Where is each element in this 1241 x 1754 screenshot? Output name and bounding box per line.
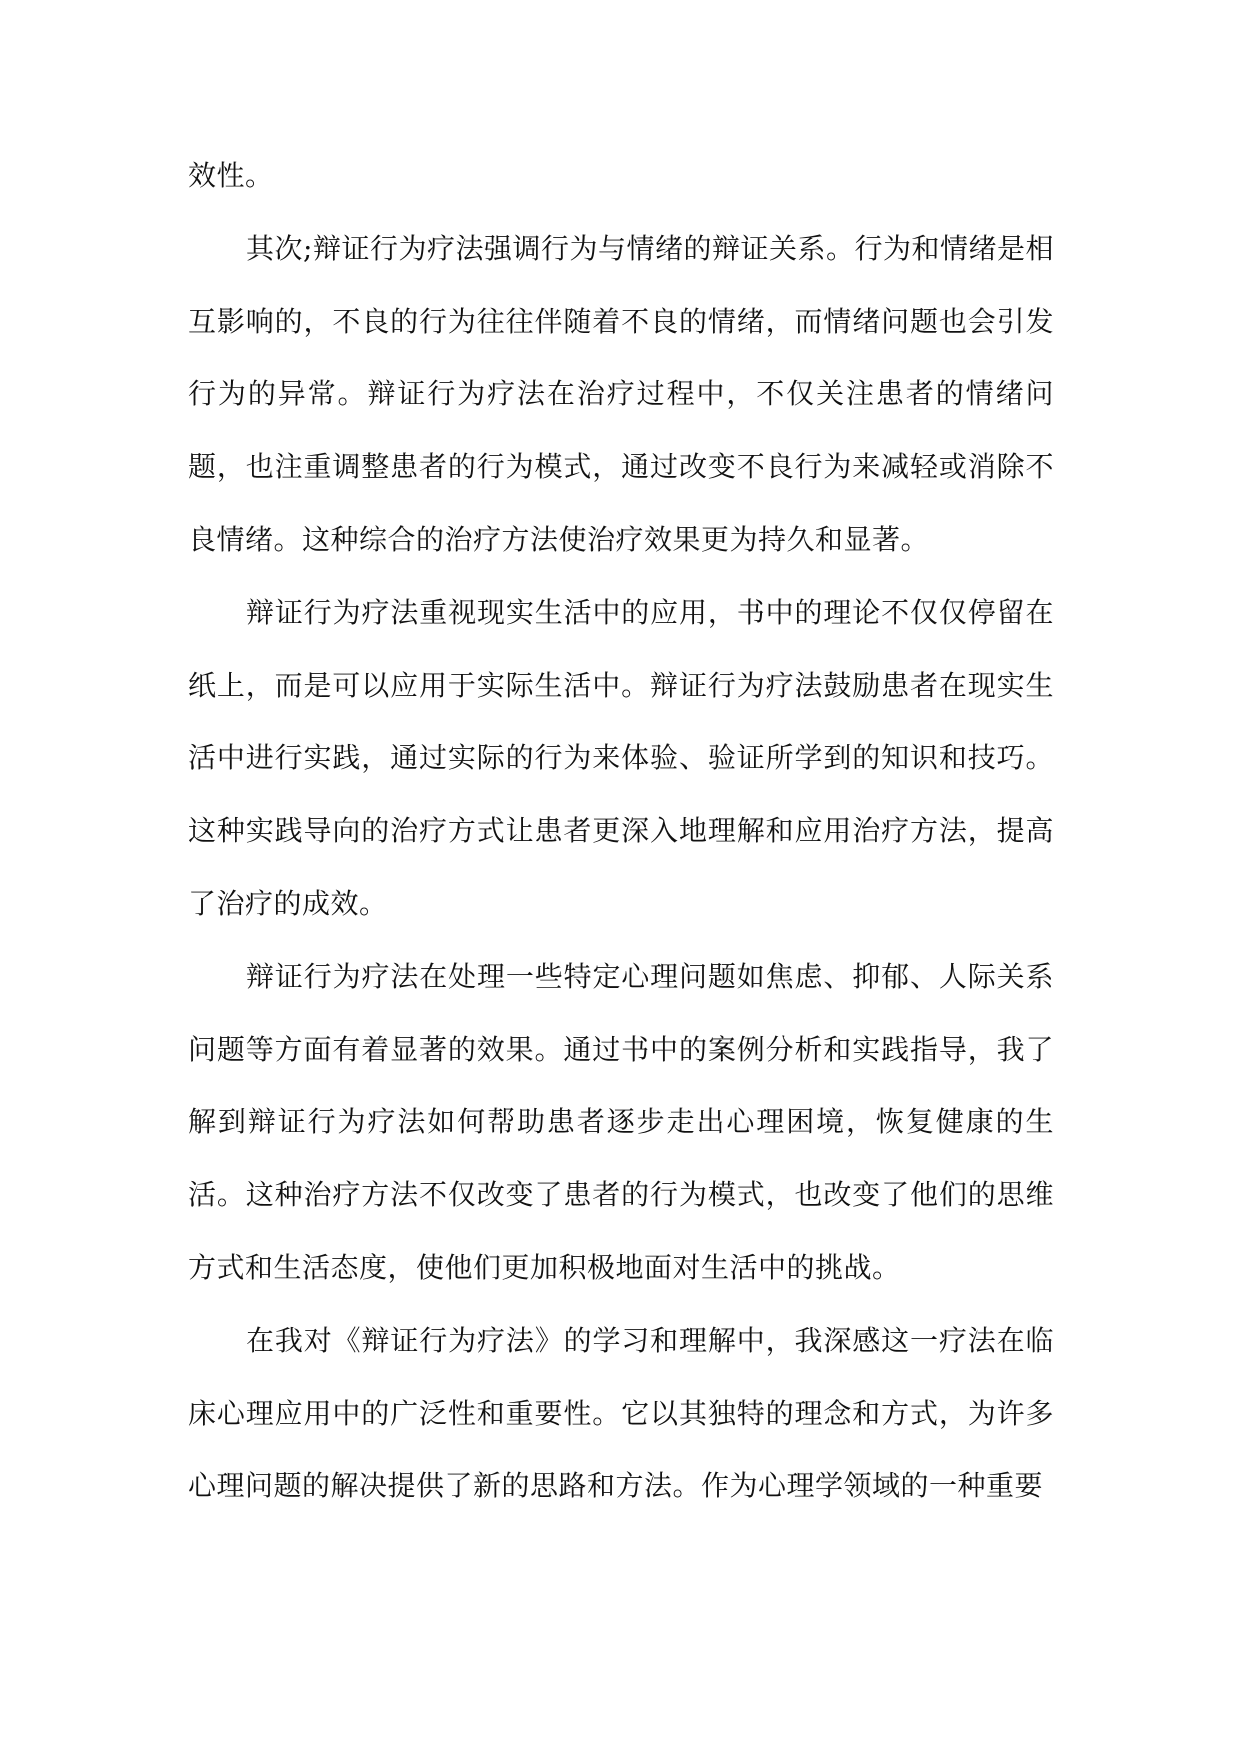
- paragraph-5: 在我对《辩证行为疗法》的学习和理解中，我深感这一疗法在临床心理应用中的广泛性和重要性。它以其独特的理念和方式，为许多心理问题的解决提供了新的思路和方法。作为心理学领域的一种重要: [188, 1323, 1054, 1503]
- paragraph-1: 效性。: [188, 159, 274, 192]
- document-body: [188, 140, 1054, 1523]
- paragraph-3: 辩证行为疗法重视现实生活中的应用，书中的理论不仅仅停留在纸上，而是可以应用于实际生活中。辩证行为疗法鼓励患者在现实生活中进行实践，通过实际的行为来体验、验证所学到的知识和技巧。这种实践导向的治疗方式让患者更深入地理解和应用治疗方法，提高了治疗的成效。: [188, 595, 1054, 920]
- paragraph-2: 其次;辩证行为疗法强调行为与情绪的辩证关系。行为和情绪是相互影响的，不良的行为往往伴随着不良的情绪，而情绪问题也会引发行为的异常。辩证行为疗法在治疗过程中，不仅关注患者的情绪问题，也注重调整患者的行为模式，通过改变不良行为来减轻或消除不良情绪。这种综合的治疗方法使治疗效果更为持久和显著。: [188, 231, 1054, 556]
- paragraph-4: 辩证行为疗法在处理一些特定心理问题如焦虑、抑郁、人际关系问题等方面有着显著的效果。通过书中的案例分析和实践指导，我了解到辩证行为疗法如何帮助患者逐步走出心理困境，恢复健康的生活。这种治疗方法不仅改变了患者的行为模式，也改变了他们的思维方式和生活态度，使他们更加积极地面对生活中的挑战。: [188, 959, 1054, 1284]
